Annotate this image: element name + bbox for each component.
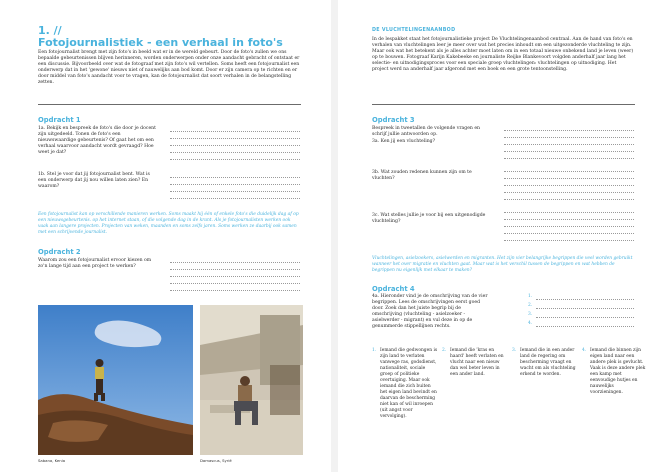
section-heading: DE VLUCHTELINGENAANBOD — [372, 28, 456, 33]
answer-line[interactable] — [170, 276, 300, 277]
question-4a: 4a. Hieronder vind je de omschrijving van de vier begrippen. Lees de omschrijvingen eerst goed door. Zoek dan het juiste begrip bij de omschrijving (vluchteling - asielzoeker - asielwerder - migrant) en vul deze in op de genummerde stippellijnen rechts. — [372, 294, 488, 330]
answer-line[interactable] — [170, 283, 300, 284]
question-2: Waarom zou een fotojournalist ervoor kiezen om zo'n lange tijd aan een project te werken? — [38, 258, 152, 270]
answer-line[interactable] — [170, 177, 300, 178]
answer-line[interactable] — [504, 212, 634, 213]
definition-number: 4. — [582, 348, 587, 353]
definition-1: Iemand die gedwongen is zijn land te verlaten vanwege ras, godsdienst, nationaliteit, sociale groep of politieke overtuiging. Maar ook iemand die zich buiten het eigen land bevindt en daarvan de bescherming niet kan of wil inroepen (uit angst voor vervolging). — [380, 348, 438, 419]
answer-line[interactable] — [504, 137, 634, 138]
title-text: Fotojournalistiek - een verhaal in foto's — [38, 36, 283, 49]
opdracht2-heading: Opdracht 2 — [38, 248, 81, 256]
answer-line[interactable] — [504, 226, 634, 227]
answer-line[interactable] — [504, 240, 634, 241]
answer-line[interactable] — [170, 152, 300, 153]
answer-line[interactable] — [536, 299, 634, 300]
answer-line[interactable] — [504, 185, 634, 186]
intro-text-right: In de lespakket staat het fotojournalistieke project De Vluchtelingenaanbod centraal. Aan de hand van foto's en verhalen van vluchtelingen leer je meer over wat het precies inhoudt om een uitgezonderde vluchteling te zijn. Maar ook wat het betekent als je alles achter moet laten om in een totaal nieuwe onbekend land je leven (weer) op te bouwen. Fotograaf Karijn Kakebeeke en journaliste Reijke Blankevoort volgden anderhalf jaar lang het selectie- en uitnodigingsproces voor een speciale groep vluchtelingen: vluchtelingen op uitnodiging. Het project werd na anderhalf jaar afgerond met een boek en een grote tentoonstelling. — [372, 37, 634, 73]
answer-line[interactable] — [504, 219, 634, 220]
answer-line[interactable] — [536, 308, 634, 309]
photo-caption-2: Damascus, Syrië — [200, 458, 232, 463]
photo-caption-1: Sabana, Kenia — [38, 458, 66, 463]
blank-number: 1. — [528, 294, 533, 299]
question-3-intro: Bespreek in tweetallen de volgende vragen en schrijf jullie antwoorden op. — [372, 126, 481, 138]
question-3b: 3b. Wat zouden redenen kunnen zijn om te vluchten? — [372, 170, 472, 182]
right-page — [338, 0, 668, 472]
blank-number: 4. — [528, 321, 533, 326]
answer-line[interactable] — [170, 290, 300, 291]
answer-line[interactable] — [170, 269, 300, 270]
opdracht4-heading: Opdracht 4 — [372, 285, 415, 293]
answer-line[interactable] — [170, 131, 300, 132]
answer-line[interactable] — [170, 262, 300, 263]
answer-line[interactable] — [504, 178, 634, 179]
photo-damascus — [200, 305, 303, 455]
answer-line[interactable] — [170, 145, 300, 146]
question-1b: 1b. Stel je voor dat jij fotojournalist bent. Wat is een onderwerp dat jij nou willen laten zien? En waarom? — [38, 172, 150, 190]
answer-line[interactable] — [504, 233, 634, 234]
answer-line[interactable] — [504, 192, 634, 193]
answer-line[interactable] — [504, 171, 634, 172]
answer-line[interactable] — [504, 144, 634, 145]
answer-line[interactable] — [170, 184, 300, 185]
divider — [372, 104, 635, 105]
answer-line[interactable] — [504, 130, 634, 131]
opdracht3-heading: Opdracht 3 — [372, 116, 415, 124]
answer-line[interactable] — [536, 317, 634, 318]
left-page — [0, 0, 331, 472]
page-title — [38, 25, 283, 49]
question-3a: 3a. Ken jij een vluchteling? — [372, 139, 436, 144]
answer-line[interactable] — [504, 158, 634, 159]
answer-line[interactable] — [170, 191, 300, 192]
answer-line[interactable] — [536, 326, 634, 327]
definition-number: 1. — [372, 348, 377, 353]
answer-line[interactable] — [170, 138, 300, 139]
title-number: 1. // — [38, 24, 62, 37]
intro-text: Een fotojournalist brengt met zijn foto's in beeld wat er in de wereld gebeurt. Door de foto's zullen we ons bepaalde gebeurtenissen blijven herinneren, worden onderwerpen onder onze aandacht gebracht of ontstaat er een discussie. Bijvoorbeeld over wat de fotograaf met zijn foto's wil vertellen. Soms heeft een fotojournalist een onderwerp dat in het 'gewone' nieuws niet of nauwelijks aan bod komt. Door er zijn camera op te richten en er door middel van foto's aandacht voor te vragen, kan de fotojournalist dat soort verhalen in de belangstelling zetten. — [38, 50, 300, 86]
question-3c: 3c. Wat stelles jullie je voor bij een uitgenodigde vluchteling? — [372, 213, 486, 225]
answer-line[interactable] — [170, 159, 300, 160]
page-gutter — [331, 0, 338, 472]
answer-line[interactable] — [504, 199, 634, 200]
definition-4: Iemand die binnen zijn eigen land naar een andere plek is gevlucht. Vaak is deze andere plek een kamp met eenvoudige hutjes en nauwelijks voorzieningen. — [590, 348, 646, 395]
definition-2: Iemand die 'kras en haard' heeft verlaten en vlucht naar een nieuw dan wel beter leven in een ander land. — [450, 348, 504, 377]
definition-number: 3. — [512, 348, 517, 353]
blank-number: 3. — [528, 312, 533, 317]
info-note-right: Vluchtelingen, asielzoekers, asielwerden en migranten. Het zijn vier belangrijke begrippen die veel worden gebruikt wanneer het over migratie en vluchten gaat. Maar wat is het verschil tussen de begrippen en wat hebben de begrippen nu eigenlijk met elkaar te maken? — [372, 256, 633, 273]
photo-kenya — [38, 305, 193, 455]
answer-line[interactable] — [504, 151, 634, 152]
divider — [38, 104, 301, 105]
definition-number: 2. — [442, 348, 447, 353]
info-note: Een fotojournalist kan op verschillende manieren werken. Soms maakt hij één of enkele foto's die duidelijk dag af op een nieuwsgebeurtenis. op het internet staan, of die volgende dag in de krant. Als je fotojournalisten werken ook vaak aan langere projecten. Projecten van weken, maanden en soms zelfs jaren. Soms werken ze daarbij ook samen met een schrijvende journalist. — [38, 212, 299, 235]
blank-number: 2. — [528, 303, 533, 308]
question-1a: 1a. Bekijk en bespreek de foto's die door je docent zijn uitgedeeld. Tonen de foto's een nieuwswaardige gebeurtenis? Of gaat het om een verhaal waarvoor aandacht wordt gevraagd? Hoe weet je dat? — [38, 126, 156, 156]
definition-3: Iemand die in een ander land de regering om bescherming vraagt en wacht om als vluchteling erkend te worden. — [520, 348, 576, 377]
answer-line[interactable] — [170, 198, 300, 199]
opdracht1-heading: Opdracht 1 — [38, 116, 81, 124]
